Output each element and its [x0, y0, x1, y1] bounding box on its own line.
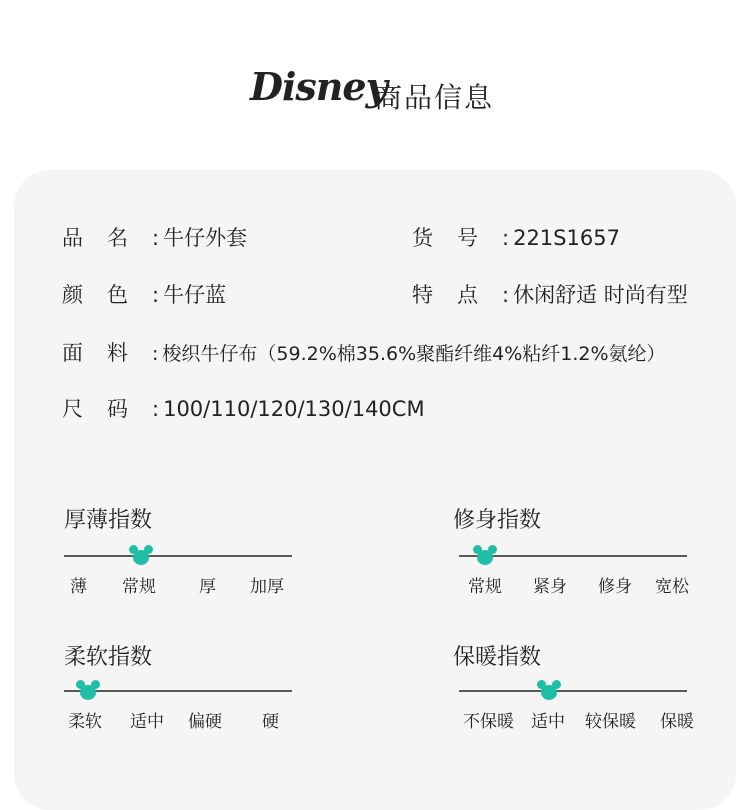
softness-option-stiff: 硬 [262, 712, 279, 732]
warmth-option-not-warm: 不保暖 [463, 712, 514, 732]
product-code-value: 221S1657 [513, 226, 620, 250]
fit-index-title: 修身指数 [453, 508, 542, 533]
product-feature-label: 特点 [412, 283, 502, 307]
warmth-scale-line [459, 690, 687, 692]
softness-option-soft: 柔软 [68, 712, 102, 732]
product-color-value: 牛仔蓝 [163, 283, 227, 307]
product-fabric-row [62, 337, 666, 367]
fit-option-loose: 宽松 [655, 577, 689, 597]
header [0, 62, 750, 122]
thickness-option-thin: 薄 [70, 577, 87, 597]
separator: : [502, 283, 510, 307]
mickey-head-icon [537, 680, 561, 700]
warmth-option-medium: 适中 [531, 712, 565, 732]
separator: : [152, 397, 160, 421]
thickness-scale-line [64, 555, 292, 557]
separator: : [152, 226, 160, 250]
product-size-row [62, 393, 425, 423]
product-size-label: 尺码 [62, 397, 152, 421]
fit-option-slim: 修身 [598, 577, 632, 597]
thickness-option-thick: 厚 [199, 577, 216, 597]
product-name-label: 品名 [62, 226, 152, 250]
product-name-row [62, 222, 247, 252]
page-title: 商品信息 [374, 81, 495, 114]
product-fabric-label: 面料 [62, 341, 152, 365]
mickey-head-icon [76, 680, 100, 700]
disney-logo: Disney [250, 64, 387, 109]
warmth-option-warm: 保暖 [660, 712, 694, 732]
separator: : [152, 343, 159, 365]
product-color-row [62, 279, 226, 309]
softness-option-medium: 适中 [130, 712, 164, 732]
separator: : [502, 226, 510, 250]
product-name-value: 牛仔外套 [163, 226, 248, 250]
fit-option-regular: 常规 [468, 577, 502, 597]
fit-option-tight: 紧身 [533, 577, 567, 597]
warmth-index-title: 保暖指数 [453, 645, 542, 670]
warmth-option-warmer: 较保暖 [585, 712, 636, 732]
product-feature-row [412, 279, 688, 309]
product-fabric-value: 梭织牛仔布（59.2%棉35.6%聚酯纤维4%粘纤1.2%氨纶） [162, 343, 666, 365]
product-feature-value: 休闲舒适 时尚有型 [513, 283, 688, 307]
product-color-label: 颜色 [62, 283, 152, 307]
mickey-head-icon [129, 545, 153, 565]
product-size-value: 100/110/120/130/140CM [163, 397, 425, 421]
thickness-index-title: 厚薄指数 [64, 508, 153, 533]
softness-index-title: 柔软指数 [64, 645, 153, 670]
product-code-label: 货号 [412, 226, 502, 250]
thickness-option-regular: 常规 [122, 577, 156, 597]
mickey-head-icon [473, 545, 497, 565]
separator: : [152, 283, 160, 307]
thickness-option-extra-thick: 加厚 [250, 577, 284, 597]
softness-option-stiffish: 偏硬 [188, 712, 222, 732]
product-code-row [412, 222, 620, 252]
